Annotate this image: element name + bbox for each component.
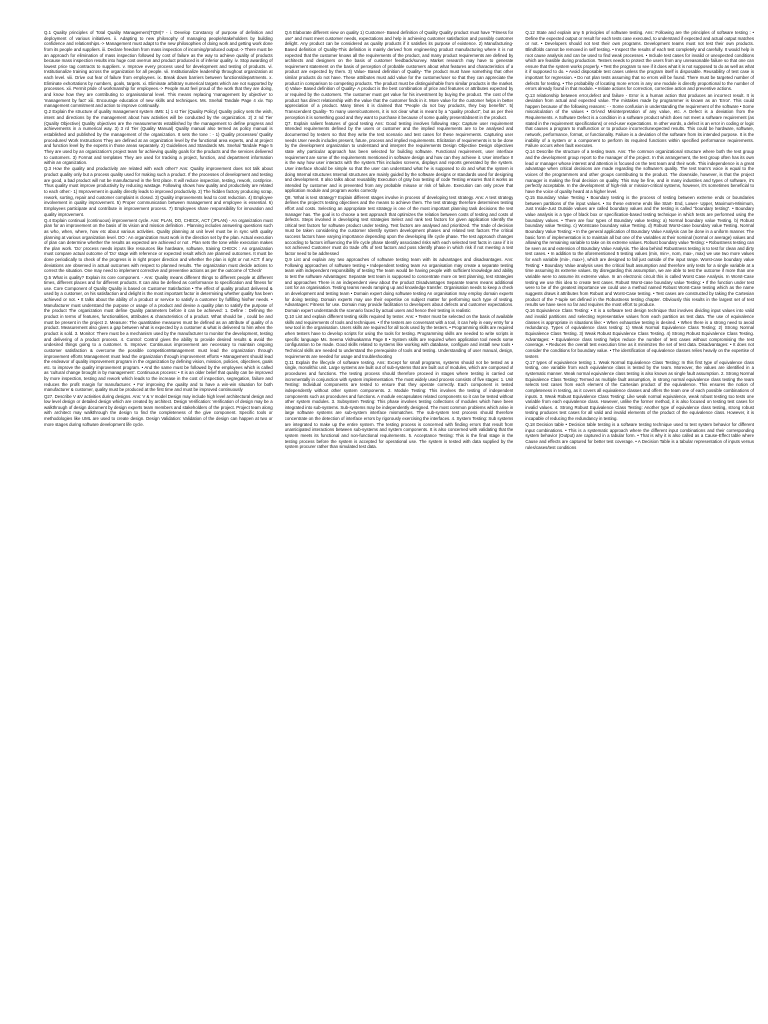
answer-paragraph: Q.13 relationship between error,defect and failure - Error is a human action that produces an incorrect result. It is deviation from actual and expected value. The mistakes made by programmer is known as an 'Error'. This could happen because of the following reasons: - - Some confusion in understanding the requirement of the software • Some miscalculation of the values • Or/And Misinterpretation of any value, etc. A Defect is a deviation from the Requirements. A Software Defect is a condition in a software product which does not meet a software requirement (as stated in the requirement specifications) or end-user expectations. In other words, a defect is an error in coding or logic that causes a program to malfunction or to produce incorrect/unexpected results. This could be hardware, software, network, performance, format, or functionality. Failure is a deviation of the software from its intended purpose. It is the inability of a system or a component to perform its required functions within specified performance requirements. Failure occurs when fault executes. bbox=[525, 92, 755, 149]
answer-paragraph: Q.2 Explain the structure of quality management system 4M5: 1) 1 st Tier (Quality Policy) Quality policy sets the wish, intent and directions by the management about how activities will be conducted by the organization. 2) 2 nd Tier (Quality Objective) Quality objectives are the measurements established by the management to define progress and achievements in a numerical way. 3) 3 rd Tier (Quality Manual) Quality manual also termed as policy manual is established and published by the management of the organization. It sets the tone : - 1) Quality processes/ Quality procedures/ Work Instructions They are defined at an organization level by the functional area experts, and at project and function level by the experts in those areas separately. 2) Guidelines and Standards Ms. Snehal Tandale Page 5 They are used by an organization's project team for achieving quality goals for the products and the services delivered to customers. 3) Format and templates They are used for tracking a project, function, and department information within an organization. bbox=[44, 109, 273, 166]
answer-paragraph: Q.9 List and explain any two approaches of software testing team with its advantages and disadvantages. Ans: Following approaches of software testing • Independent testing team An organisation may create a separate testing team with independent responsibility of testing The team would be having people with sufficient knowledge and ability to test the software Advantages: Separate test team is supposed to concentrate more on test planning, test strategies and approaches There is an independent view about the product Disadvantages Separate teams means additional cost for an organisation. Testing teams needs ramping up and knowledge transfer. Organisation needs to keep a check on development and testing team • Domain expert doing software testing An organisation may employ domain experts for doing testing. Domain experts may use their expertise on subject matter for performing such type of testing. Advantages: Fitness for use. Domain may provide facilitation to developers about defects and customer expectations. Domain expert understands the scenario faced by actual users and hence their testing is realistic bbox=[284, 257, 514, 313]
answer-paragraph: Q.5 What is quality? Explain its core component. - Ans: Quality means different things to different people at different times, different places and for different products. It can also be defined as conformance to specification and fitness for use. Core Component of Quality Quality is based on Customer Satisfaction • The effect of quality product delivered & used by a customer, on his satisfaction and delight is the most important factor in determining whether quality has been achieved or not. • It talks about the ability of a product or service to satisfy a customer by fulfilling his/her needs. • Manufacturer must understand the purpose or usage of a product and devise a quality plan to satisfy the purpose of the product The organization must define Quality parameters before it can be achieved: 1. Define : Defining the product in terms of features, functionalities, attributes & characteristics of a product. What should be , could be and must be present in the project 2. Measure: The quantitative measures must be defined as an attribute of quality of a product. Measurement also gives a gap between what is expected by a customer & what is delivered to him when the product is sold. 3. Monitor: There must be a mechanism used by the manufacturer to monitor the development, testing and delivering of a product process. 4. Control: Control gives the ability to provide desired results & avoid the undesired things going to a customer. 5. Improve: Continuous improvement are necessary to maintain ongoing customer satisfaction & overcome the possible competitionManagement must lead the organization through improvement efforts Management must lead the organization through improvement efforts • Management should lead the endeavor of quality improvement program in the organization by defining vision, mission, policies, objectives, goals etc. to improve the quality improvement program. • And the same must be followed by the employees which is called as 'cultural change brought in by management'. Continuous process: • It is an older belief that quality can be improved by more inspection, testing and rework which leads to the increase in the cost of inspection, segregation, failure and reduces the profit margin for manufacturer. • For improving the quality and to have a win-win situation for both manufacturer & customer, quality must be produced at the first time and must be improved continuously bbox=[44, 274, 273, 393]
answer-paragraph: Q.6 Elaborate different view on quality 1) Customer- Based definition of Quality Quality product must have "Fitness for use" and must meet customer needs, expectations and help in achieving customer satisfaction and possibly customer delight. Any product can be considered as quality products if it satisfies its purpose of existence. 2) Manufacturing- Based definition of Quality-This definition is mainly derived from engineering product manufacturing where it is not expected that the customer knows all the requirements of the product, and many product requirements are defined by architects and designers on the basis of customer feedback/survey. Market research may have to generate requirement statement on the basis of perception of probable customers about what features and characteristics of a product are expected by them. 3) Value- Based definition of Quality- The product must have something that other similar products do not have. These attributes must add value for the customer/user so that they can appreciate the product in comparison to competing products. The product must be distinguishable from similar products in the market. 4) Value- Based definition of Quality- A product is the best combination of price and features or attributes expected by or required by the customers. The customer must get value for his investment by buying the product. The cost of the product has direct relationship with the value that the customer finds in it. More value for the customer helps in better appreciation of a product. Many times it is claimed that "People do not buy products, they buy benefits". 5) Transcendent Quality- To many users/customers, it is not clear what is meant by a "quality product", but as per their perception it is something good and they want to purchase it because of some quality present/absent in the product. bbox=[284, 30, 514, 120]
answer-paragraph: Q.11 Explain the lifecycle of software testing. Ans: Except for small programs, systems should not be tested as a single, monolithic unit. Large systems are built out of sub-systems that are built out of modules, which are composed of procedures and functions. The testing process should therefore proceed in stages where testing is carried out incrementally in conjunction with system implementation. The most widely used process consists of five stages: 1. Unit Testing: Individual components are tested to ensure that they operate correctly. Each component is tested independently without other system components. 2. Module Testing: This involves the testing of independent components such as procedures and functions. A module encapsulates related components so it can be tested without other system modules. 3. Subsystem Testing: This phase involves testing collections of modules which have been integrated into sub-systems. Sub-systems may be independently designed. The most common problems which arise in large software systems are sub-system interface mismatches. The sub-system test process should therefore concentrate on the detection of interface errors by rigorously exercising the interfaces. 4. System Testing: Sub systems are integrated to make up the entire system. The testing process is concerned with finding errors that result from unanticipated interactions between sub-systems and system components. It is also concerned with validating that the system meets its functional and non-functional requirements. 5. Acceptance Testing: This is the final stage in the testing process before the system is accepted for operational use. The system is tested with data supplied by the system procurer rather than simulated test data. bbox=[284, 359, 514, 450]
answer-paragraph: Q.12 State and explain any 5 principles of software testing. Ans: Following are the principles of software testing : • Define the expected output or result for each tests case executed, to understand if expected and actual output matches or not. • Developers should not test their own programs. Development teams must not test their own products. Blindfolds cannot be removed in self testing. • Inspect the results of each test completely and carefully. It would help in root cause analysis and can be used to find weak processes. • Include test cases for invalid or unexpected conditions which are feasible during production. Testers needs to protect the users from any unreasonable failure so that one can ensure that the system works properly. • Test the program to see if it does what it is not supposed to do as well as what it if supposed to do. • Avoid disposable test cases unless the program itself is disposable. Reusability of test case is important for regression. • Do not plan tests assuming that no errors will be found. There must be targeted number of defects for testing. • The probability of locating more errors in any one module is directly proportional to the number of errors already found in that module. • Initiate actions for correction, corrective action and preventive actions. bbox=[525, 30, 755, 92]
answer-paragraph: Q.1 Quality principles of Total Quality Management(TQM)? - i. Develop Constancy of purpose of definition and deployment of various initiatives. ii. Adapting to new philosophy of managing people/stakeholders by building confidence and relationships.-> Management must adapt to the new philosophies of doing work and getting work done from its people and suppliers. iii. Declare freedom from mass inspection of incoming/produced output.-> There must be an approach for elimination of mass inspection followed by cost of failure as the way to achieve quality of products because mass inspection results into huge cost overrun and product produced is of inferior quality. iv. Stop awarding of lowest price tag contracts to suppliers. v. Improve every process used for development and testing of products. vi. Institutionalize training across the organization for all people. vii. Institutionalize leadership throughout organization at each level. viii. Drive out fear of failure from employees. ix. Break down barriers between functions/departments. x. Eliminate exhortations by numbers, goals, targets. xi. Eliminate arbitrary numerical targets which are not supported by processes. xii. Permit pride of workmanship for employees.-> People must feel proud of the work that they are doing, and know how they are contributing to organisational level. This means replacing 'management by objective' to 'management by fact' xiii. Encourage education of new skills and techniques. Ms. Snehal Tandale Page 4 xiv. Top management commitment and action to improve continually. bbox=[44, 30, 273, 109]
answer-paragraph: Q.17 types of equivalence testing 1. Weak Normal Equivalence Class Testing: In this first type of equivalence class testing, one variable from each equivalence class is tested by the team. Moreover, the values are identified in a systematic manner. Weak normal equivalence class testing is also known as single fault assumption. 2. Strong Normal Equivalence Class Testing: Termed as multiple fault assumption, in strong normal equivalence class testing the team selects test cases from each element of the Cartesian product of the equivalence. This ensures the notion of completeness in testing, as it covers all equivalence classes and offers the team one of each possible combinations of inputs. 3. Weak Robust Equivalence Class Testing: Like weak normal equivalence, weak robust testing too tests one variable from each equivalence class. However, unlike the former method, it is also focused on testing test cases for invalid values. 4. Strong Robust Equivalence Class Testing: Another type of equivalence class testing, strong robust testing produces test cases for all valid and invalid elements of the product of the equivalence class. However, it is incapable of reducing the redundancy in testing. bbox=[525, 359, 755, 422]
answer-paragraph: Q.16 Equivalence Class Testing: • It is a software test design technique that involves dividing input values into valid and invalid partitions and selecting representative values from each partition as test data. The use of equivalence classes is appropriate in situations like: • When exhaustive testing is desired. • When there is a strong need to avoid redundancy. Types of equivalence class testing: 1) Weak Normal Equivalence Class Testing; 2) Strong Normal Equivalence Class Testing. 3) Weak Robust Equivalence Class Testing. 4) Strong Robust Equivalence Class Testing. Advantages: • Equivalence class testing helps reduce the number of test cases without compromising the test coverage. • Reduces the overall test execution time as it minimizes the set of test data. Disadvantages: • It does not consider the conditions for boundary value. • The identification of equivalence classes relies heavily on the expertise of testers bbox=[525, 308, 755, 359]
text-column-left bbox=[44, 30, 273, 1016]
answer-paragraph: Q8. 'What is test strategy? Explain different stages involve in process of developing test strategy. Ans: A test strategy defines the project's testing objectives and the means to achieve them. The test strategy therefore determines testing effort and costs. Selecting an appropriate test strategy is one of the most important planning task decisions the test manager has. The goal is to choose a test approach that optimizes the relation between costs of testing and costs of defects. Steps involved in developing test strategies Select and rank test factors for given application Identify the critical test factors for software product under testing. Test factors are analysed and prioritized. The trade of decision must be taken considering the customer Identify system development phases and related test factors The critical success factors have varying importance depending upon the developing life cycle phase. The test approach changes according to factors influencing the life cycle phase Identify associated risks with each selected test facts in case if it is not achieved Customer must do trade offs of test factors and poss Identify phase in which risk if not meeting a test factor need to be addressed bbox=[284, 194, 514, 256]
answer-paragraph: Q.10 List and explain different testing skills required by tester. Ans: • Tester must be selected on the basis of available skills and requirements of tools and techniques. • If the testers are conversant with a tool, it can help in easy entry for a new tool in the organisation. Users skills are required for all tools used by the testers. • Programming skills are required when testers have to develop scripts for using the tools for testing. Programming skills are needed to write scripts in specific language Ms. Seema Vishwakarma Page 8 • System skills are required when application tool needs some configuration to be made. Good skills related to systems like working with database, configure and install new tools • Technical skills are needed to understand the prerequisite of tools and testing. Understanding of user manual, design, requirements are needed for usage and troubleshooting bbox=[284, 314, 514, 359]
text-column-middle bbox=[285, 30, 514, 1016]
answer-paragraph: Q.14 Describe the structure of a testing team. Ans: The common organizational structure where both the test group and the development group report to the manager of the project. In this arrangement, the test group often has its own lead or manager whose interest and attention is focused on the test team and their work. This independence is a great advantage when critical decisions are made regarding the software's quality. The test team's voice is equal to the voices of the programmers and other groups contributing to the product. The downside, however, is that the project manager is making the final decision on quality. This may be fine, and in many industries and types of software, it's perfectly acceptable. In the development of high-risk or mission-critical systems, however, it's sometimes beneficial to have the voice of quality heard at a higher level. bbox=[525, 149, 755, 194]
answer-paragraph: Q.15 Boundary Value Testing • Boundary testing is the process of testing between extreme ends or boundaries between partitions of the input values. • So these extreme ends like Start- End, Lower- Upper, Maximum-Minimum, Just Inside-Just Outside values are called boundary values and the testing is called "boundary testing". • Boundary value analysis is a type of black box or specification-based testing technique in which tests are performed using the boundary values. • There are four types of Boundary value testing: a) Normal boundary value Testing. b) Robust boundary value Testing. c) Worstcase boundary value Testing. d) Robust Worst-case boundary value Testing. Normal Boundary Value Testing: • In the general application of Boundary Value Analysis can be done in a uniform manner. The basic form of implementation is to maintain all but one of the variables at their nominal (normal or average) values and allowing the remaining variable to take on its extreme values. Robust boundary value Testing: • Robustness testing can be seen as and extension of Boundary Value Analysis. The idea behind Robustness testing is to test for clean and dirty test cases. • In addition to the aforementioned 5 testing values (min, min+, nom, max-, max) we use two more values for each variable (min-, max+), which are designed to fall just outside of the input range. Worst-case boundary value Testing: • Boundary Value analysis uses the critical fault assumption and therefore only tests for a single variable at a time assuming its extreme values. By disregarding this assumption, we are able to test the outcome if more than one variable were to assume its extreme value. In an electronic circuit this is called Worst Case Analysis. In Worst-Case testing we use this idea to create test cases. Robust Worst-case boundary value Testing: • If the function under test were to be of the greatest importance we could use a method named Robust Worst-Case testing which as the name suggests draws it attributes from Robust and Worst-Case testing. • Test cases are constructed by taking the Cartesian product of the 7-tuple set defined in the Robustness testing chapter. Obviously this results in the largest set of test results we have seen so far and requires the most effort to produce. bbox=[525, 195, 755, 308]
answer-paragraph: Q7. Explain salient features of good testing Ans: Good testing involves following step: Capture user requirement Intended requirements defined by the users or customer and the implied requirements are to be analysed and documented by testers so that they write the test scenario and test cases for these requirements. Capturing user needs User needs includes present, future, process and implied requirements. Elicitation of requirements is to be done by the development organization to understand and interpret the requirements Design Objective Design objectives state why particular approach has been selected for building software. Functional requirement, user interface requirement are some of the requirements mentioned in software design and how can they achieve it. User interface It is the way how user interacts with the system.This includes screens, displays and reports generated by the system. User interface should be simple so that the user can understand what he is supposed to do and what the system is doing Internal structures Internal structures are mainly guided by the software designs or standards used for designing and development. It also talks about reusability Execution of gray box testing of code Testing ensures that it works as intended by customer and is prevented from any probable misuse or risk of failure. Execution can only prove that application module and program works correctly bbox=[284, 120, 514, 194]
answer-paragraph: Q.3 How the quality and productivity are related with each other? Ans: Quality improvement does not talk about product quality only but a process quality used for making such a product. If the processes of development and testing are good, a bad product will not be manufactured in the first place. It will reduce inspection, testing, rework, cost/price. Thus quality must improve productivity by reducing wastage. Following shows how quality and productivity are related to each other:- 1) Improvement in quality directly leads to improved productivity. 2) The hidden factory producing scrap, rework, sorting, repair and customer complaint is closed. 3) Quality improvements lead to cost reduction. 4) Employee involvement in quality improvement. 5) Proper communication between management and employee is essential. 6) Employees participate and contribute in improvement process. 7) Employees share responsibility for innovation and quality improvement. bbox=[44, 166, 273, 217]
answer-paragraph: Q.18 Decision table • Decision table testing is a software testing technique used to test system behavior for different input combinations. • This is a systematic approach where the different input combinations and their corresponding system behavior (Output) are captured in a tabular form. • That is why it is also called as a Cause-Effect table where Cause and effects are captured for better test coverage. • A Decision Table is a tabular representation of inputs versus rules/cases/test conditions bbox=[525, 422, 755, 450]
answer-paragraph: Q27. Describe V &V activities during designs. Ans: V & V model Design may include high level architectural design and low level design or detailed design which are created by architect. Design Verification: Verification of design may be a walkthrough of design document by design experts team members and stakeholders of the project. Project team along with architect may walkthrough the design to find the completeness of the give component. Specific tools or methodologies like UML are used to create design. Design Validation: Validation of the design can happen at two or more stages during software development life cycle. bbox=[44, 393, 273, 427]
answer-paragraph: Q.4 Explain continual (continuous) improvement cycle. Ans: PLAN, DO, CHECK, ACT (JPLAN) - An organization must plan for an improvement on the basis of its vision and mission definition . Planning includes answering questions such as who, when, where, how etc about various activities. Quality planning at unit level must be in sync with quality planning at various organization level. DO : An organization must work in the direction set by the plan. Actual execution of plan can determine whether the results as expected are achieved or not . Plan sets the tone while execution makes the plan work. 'Do' process needs inputs like resources like hardware, software, training CHECK : An organization must compare actual outcome of 'Do' stage with reference or expected result which are planned outcomes. It must be done periodically to check of the progress is in right proper direction and whether the plan is right or not ACT: If any deviations are observed in actual outcomes with respect to planned results. The organization must decide actions to correct the situation. One may need to implement corrective and preventive actions as per the outcome of 'Check' bbox=[44, 217, 273, 274]
text-column-right bbox=[525, 30, 754, 1016]
